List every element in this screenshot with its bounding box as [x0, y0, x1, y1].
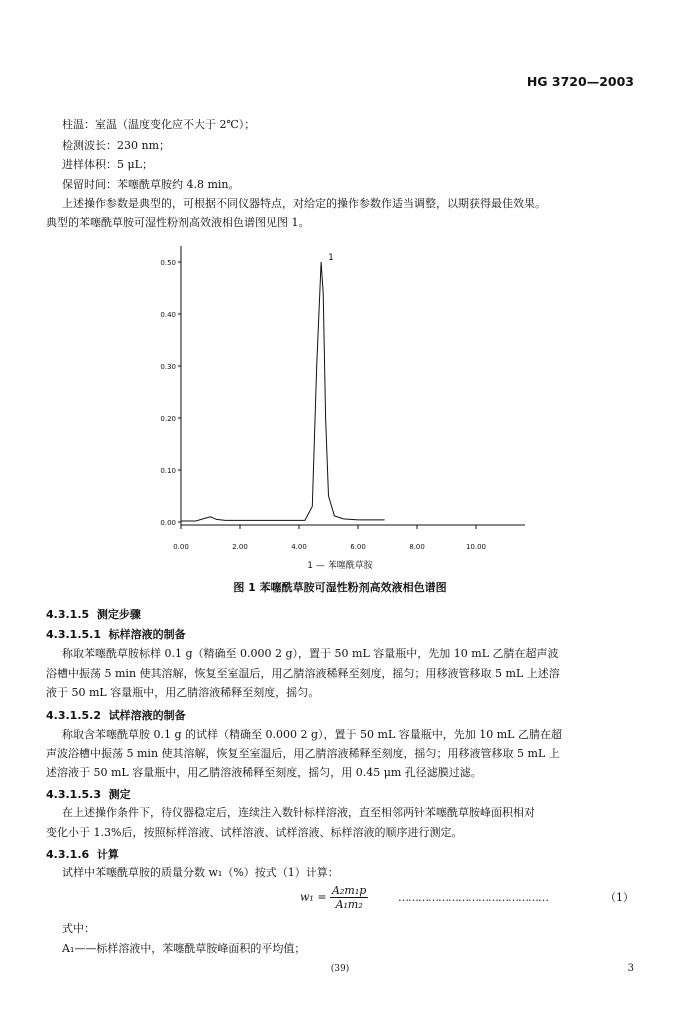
sample-prep-line1: 称取含苯噻酰草胺 0.1 g 的试样（精确至 0.000 2 g），置于 50 mL 容量瓶中，先加 10 mL 乙腈在超	[62, 728, 562, 741]
measurement-line2: 变化小于 1.3%后，按照标样溶液、试样溶液、试样溶液、标样溶液的顺序进行测定。	[46, 826, 463, 839]
section-4-3-1-5-2	[46, 707, 186, 723]
section-number: 4.3.1.5.3	[46, 788, 101, 801]
formula-1	[300, 884, 368, 911]
y-tick-label-5: 0.50	[160, 259, 176, 267]
figure-caption: 图 1 苯噻酰草胺可湿性粉剂高效液相色谱图	[233, 581, 447, 594]
section-number: 4.3.1.5.2	[46, 709, 101, 722]
chart-legend: 1 — 苯噻酰草胺	[307, 561, 373, 571]
param-column-temp: 柱温：室温（温度变化应不大于 2℃）；	[62, 118, 256, 131]
formula-fraction	[330, 884, 368, 911]
formula-numerator: A₂m₁p	[332, 884, 367, 897]
param-injection-volume: 进样体积：5 μL；	[62, 158, 153, 171]
section-title: 测定步骤	[96, 608, 141, 621]
footer-center: (39)	[330, 964, 350, 974]
section-title: 标样溶液的制备	[108, 628, 186, 641]
y-tick-label-0: 0.00	[160, 519, 176, 527]
chromatogram-trace	[181, 262, 385, 521]
section-4-3-1-5	[46, 606, 141, 622]
figure-reference: 典型的苯噻酰草胺可湿性粉剂高效液相色谱图见图 1。	[46, 216, 310, 229]
section-title: 测定	[108, 788, 131, 801]
sample-prep-line2: 声波浴槽中振荡 5 min 使其溶解，恢复至室温后，用乙腈溶液稀释至刻度，摇匀；用移液管移取 5 mL 上	[46, 747, 560, 760]
section-number: 4.3.1.5	[46, 608, 90, 621]
y-tick-label-3: 0.30	[160, 363, 176, 371]
where-label: 式中：	[62, 922, 95, 935]
param-retention-time: 保留时间：苯噻酰草胺约 4.8 min。	[62, 178, 240, 191]
standard-prep-line1: 称取苯噻酰草胺标样 0.1 g（精确至 0.000 2 g），置于 50 mL 容量瓶中，先加 10 mL 乙腈在超声波	[62, 647, 559, 660]
section-number: 4.3.1.5.1	[46, 628, 101, 641]
x-tick-label-0: 0.00	[173, 543, 189, 551]
x-tick-label-1: 2.00	[232, 543, 248, 551]
x-tick-label-2: 4.00	[291, 543, 307, 551]
section-4-3-1-6	[46, 846, 119, 862]
formula-number: （1）	[605, 891, 634, 904]
sample-prep-line3: 述溶液于 50 mL 容量瓶中，用乙腈溶液稀释至刻度，摇匀，用 0.45 μm 孔径滤膜过滤。	[46, 766, 482, 779]
calculation-intro: 试样中苯噻酰草胺的质量分数 w₁（%）按式（1）计算：	[62, 866, 339, 879]
formula-denominator: A₁m₂	[335, 898, 363, 911]
param-wavelength: 检测波长：230 nm；	[62, 139, 171, 152]
formula-leader-dots: ………………………………………	[398, 891, 548, 904]
y-tick-label-2: 0.20	[160, 415, 176, 423]
x-tick-label-3: 6.00	[350, 543, 366, 551]
page-number: 3	[627, 963, 634, 974]
peak-label: 1	[328, 253, 334, 263]
chart-axes	[181, 246, 525, 525]
document-code: HG 3720—2003	[526, 74, 634, 89]
x-tick-label-4: 8.00	[409, 543, 425, 551]
section-title: 计算	[96, 848, 119, 861]
standard-prep-line3: 液于 50 mL 容量瓶中，用乙腈溶液稀释至刻度，摇匀。	[46, 686, 320, 699]
y-tick-label-4: 0.40	[160, 311, 176, 319]
section-title: 试样溶液的制备	[108, 709, 186, 722]
standard-prep-line2: 浴槽中振荡 5 min 使其溶解，恢复至室温后，用乙腈溶液稀释至刻度，摇匀；用移液管移取 5 mL 上述溶	[46, 667, 560, 680]
section-number: 4.3.1.6	[46, 848, 90, 861]
section-4-3-1-5-3	[46, 786, 131, 802]
param-note: 上述操作参数是典型的，可根据不同仪器特点，对给定的操作参数作适当调整，以期获得最佳效果。	[62, 197, 546, 210]
definition-a1: A₁——标样溶液中，苯噻酰草胺峰面积的平均值；	[62, 942, 306, 955]
formula-lhs: w₁ =	[300, 890, 327, 904]
section-4-3-1-5-1	[46, 626, 186, 642]
measurement-line1: 在上述操作条件下，待仪器稳定后，连续注入数针标样溶液，直至相邻两针苯噻酰草胺峰面积相对	[62, 806, 535, 819]
y-tick-label-1: 0.10	[160, 467, 176, 475]
x-tick-label-5: 10.00	[465, 543, 487, 551]
